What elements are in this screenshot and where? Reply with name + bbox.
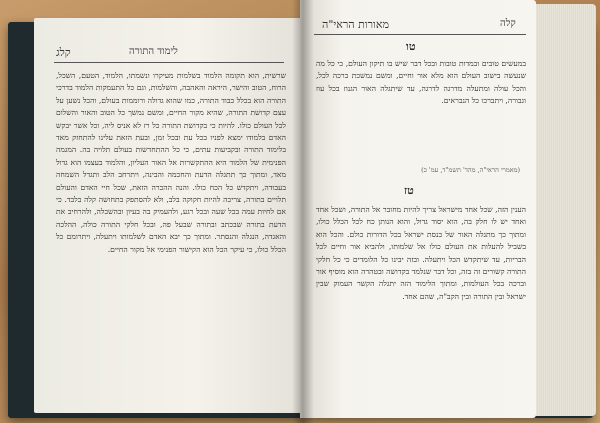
page-stack-edge (536, 4, 596, 416)
section-heading-two: טז (404, 184, 414, 197)
right-page (300, 0, 536, 418)
right-body-text-two: הענין הזה, שכל אחד מישראל צריך להיות מחובר אל התורה, ושכל אחד ואחד יש לו חלק בה, הוא יסוד גדול, והוא הנותן כח לכל הכלל כולו, ומתוך כך מתגלה האור של כנסת ישראל בכל הדורות כולם. והכל הוא בשביל להעלות את העולם כולו אל שלמותו, ולהביא אור וחיים לכל הבריות, עד שיתקדש הכל ויתעלה. ובזה יבינו כל הלומדים כי כל חלקי התורה קשורים זה בזה, וכל דבר שנלמד בקדושה ובטהרה הוא מוסיף אור וברכה בכל העולמות, ומתוך הלימוד הזה יתגלה הקשר העמוק שבין ישראל ובין התורה ובין הקב"ה, שהם אחד. (316, 205, 526, 301)
right-body-text-one: במעשים טובים ובמדות טובות ובכל דבר שיש בו תיקון העולם, כי כל מה שנעשה בישוב העולם הוא מלא אור וחיים, ומשם נמשכת ברכה לכל, והכל עולה ומתעלה מדרגה לדרגה, עד שיתגלה האור הגנוז בכל עוז וגבורה, ויתברכו כל הנבראים. (316, 59, 526, 106)
left-header-rule (54, 62, 284, 63)
left-page-number: קלג (56, 46, 71, 59)
right-running-title: מאורות הראי"ה (322, 18, 389, 31)
left-running-title: לימוד התורה (129, 46, 178, 57)
section-heading-one: טו (406, 40, 416, 53)
left-body-text: שרשית, הוא תקומה הלמוד בשלמות מעיקרו ונשמתו, הלמוד, הטעם, השכל, הרוח, הטוב והישר, היראה והאהבה, והשלמות, וגם כל התעמקות הלמוד בדרכי התורה הוא בכלל כבוד התורה, כמו שהוא גדולה ורוממות בעולם, והכל נשען על עצם קדושת התורה, שהיא מקור החיים, ומשם נמשך כל הטוב והאור והשלום לכל העולם כולו. להיות כי בקדושת התורה כל רז לא אניס ליה, וכל אשר יבקש האדם בלמודו ימצא לפניו בכל עת ובכל זמן, ובעת הזאת עלינו להתחזק מאד בלימוד התורה ובקביעות עתים, כי כל ההתחדשות בעולם תלויה בה. המגמה הפנימית של הלמוד היא ההתקשרות אל האור העליון, והלמוד בעצמו הוא גדול מאד, ומתוך כך תתגלה הדעת והחכמה והבינה, ויתרחב הלב ותגדל השמחה בעבודה, ויתקדש כל הכח כולו. והנה ההכרה הזאת, שכל חיי האדם והעולם תלויים בתורה, צריכה להיות חקוקה בלב, ולא להסתפק בתחושה קלה בלבד. כי אם לחיות עמה בכל שעה ובכל רגע, ולהעמיק בה בעיון ובהשכלה, ולהרחיב את הדעת בתורה שבכתב ובתורה שבעל פה, ובכל חלקי התורה כולה, ההלכה והאגדה, הנגלה והנסתר. ומתוך כך יבא האדם לשלמותו ויתעלה, ויתרומם כל הכלל כולו, כי עיקר הכל הוא הקישור הפנימי אל מקור החיים. (56, 71, 286, 254)
right-page-number: קלה (500, 18, 516, 29)
footnote-source: (מאמרי הראי"ה, מהד' תשמ"ד, עמ' כ) (421, 166, 520, 174)
left-page (34, 18, 302, 413)
right-header-rule (314, 34, 526, 35)
